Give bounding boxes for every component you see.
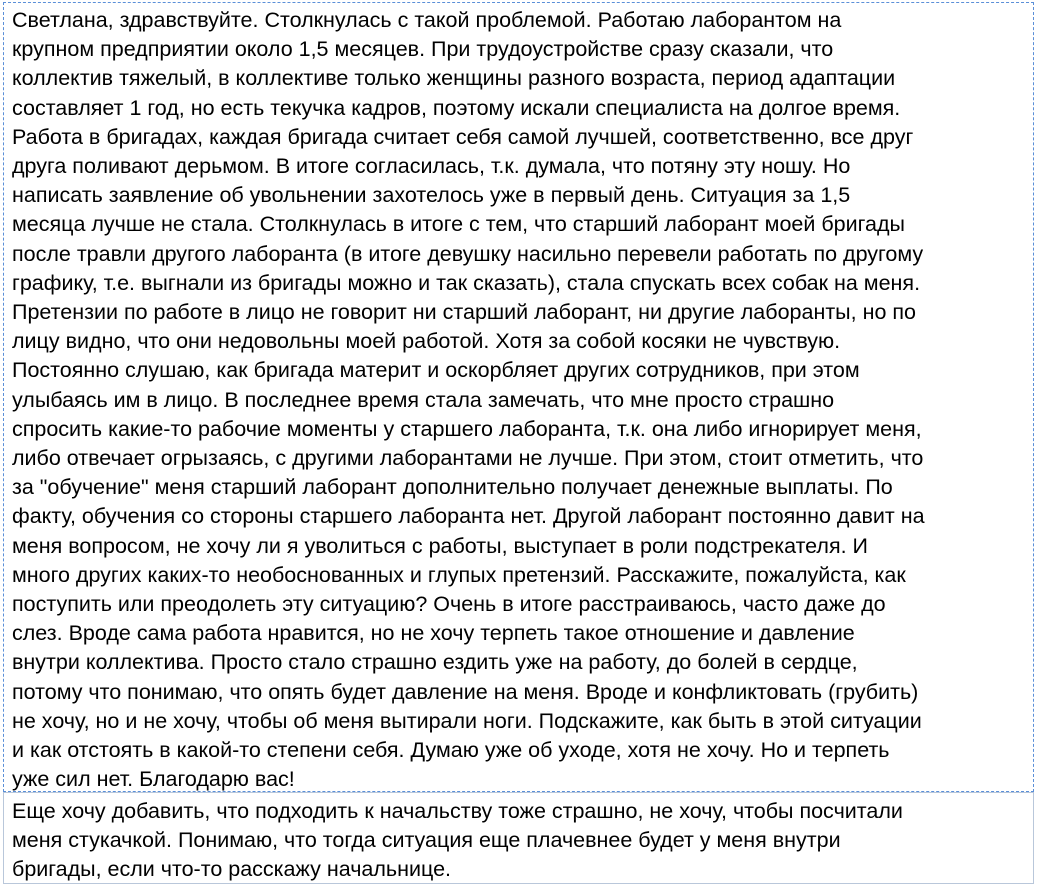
message-addendum-text[interactable]: Еще хочу добавить, что подходить к начальству тоже страшно, не хочу, чтобы посчитали меня стукачкой. Понимаю, что тогда ситуация еще плачевнее будет у меня внутри бригады, если что-то расскажу начальнице. [3,792,1034,884]
message-main-text[interactable]: Светлана, здравствуйте. Столкнулась с такой проблемой. Работаю лаборантом на крупном предприятии около 1,5 месяцев. При трудоустройстве сразу сказали, что коллектив тяжелый, в коллективе только женщины разного возраста, период адаптации составляет 1 год, но есть текучка кадров, поэтому искали специалиста на долгое время. Работа в бригадах, каждая бригада считает себя самой лучшей, соответственно, все друг друга поливают дерьмом. В итоге согласилась, т.к. думала, что потяну эту ношу. Но написать заявление об увольнении захотелось уже в первый день. Ситуация за 1,5 месяца лучше не стала. Столкнулась в итоге с тем, что старший лаборант моей бригады после травли другого лаборанта (в итоге девушку насильно перевели работать по другому графику, т.е. выгнали из бригады можно и так сказать), стала спускать всех собак на меня. Претензии по работе в лицо не говорит ни старший лаборант, ни другие лаборанты, но по лицу видно, что они недовольны моей работой. Хотя за собой косяки не чувствую. Постоянно слушаю, как бригада материт и оскорбляет других сотрудников, при этом улыбаясь им в лицо. В последнее время стала замечать, что мне просто страшно спросить какие-то рабочие моменты у старшего лаборанта, т.к. она либо игнорирует меня, либо отвечает огрызаясь, с другими лаборантами не лучше. При этом, стоит отметить, что за "обучение" меня старший лаборант дополнительно получает денежные выплаты. По факту, обучения со стороны старшего лаборанта нет. Другой лаборант постоянно давит на меня вопросом, не хочу ли я уволиться с работы, выступает в роли подстрекателя. И много других каких-то необоснованных и глупых претензий. Расскажите, пожалуйста, как поступить или преодолеть эту ситуацию? Очень в итоге расстраиваюсь, часто даже до слез. Вроде сама работа нравится, но не хочу терпеть такое отношение и давление внутри коллектива. Просто стало страшно ездить уже на работу, до болей в сердце, потому что понимаю, что опять будет давление на меня. Вроде и конфликтовать (грубить) не хочу, но и не хочу, чтобы об меня вытирали ноги. Подскажите, как быть в этой ситуации и как отстоять в какой-то степени себя. Думаю уже об уходе, хотя не хочу. Но и терпеть уже сил нет. Благодарю вас! [3,2,1034,792]
